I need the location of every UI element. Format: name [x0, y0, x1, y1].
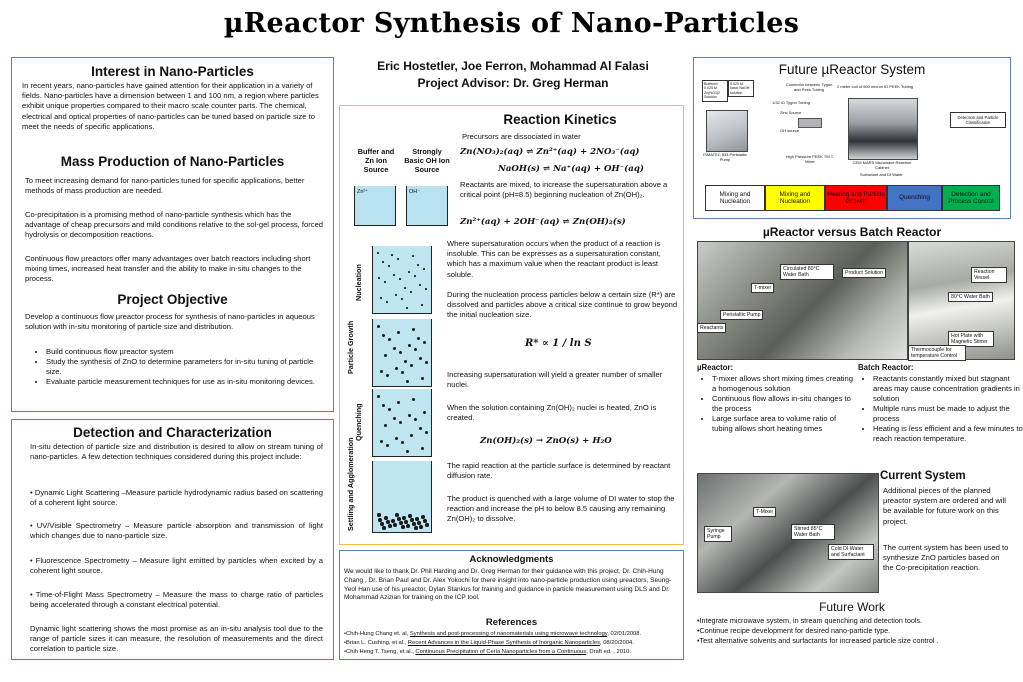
ref1-date: , 02/01/2008. [607, 631, 642, 637]
settling-label: Settling and Agglomeration [346, 437, 355, 531]
particle-dot [397, 517, 401, 521]
particle-dot [402, 516, 406, 520]
particle-dot [412, 255, 414, 257]
particle-dot [414, 418, 417, 421]
particle-dot [391, 254, 393, 256]
particle-dot [384, 516, 388, 520]
tag-current-t-mixer: T-Mixer [753, 507, 776, 517]
growth-label: Particle Growth [346, 320, 355, 374]
peristaltic-pump-image [706, 110, 748, 152]
particle-dot [377, 252, 379, 254]
tag-syringe-pump: Syringe Pump [704, 526, 732, 542]
particle-dot [417, 521, 421, 525]
stage-label: Heating and Particle Growth [827, 190, 885, 205]
stage-detection-control [942, 185, 1000, 211]
particle-dot [404, 287, 406, 289]
particle-dot [386, 374, 389, 377]
equation-4: R* ∝ 1 / ln S [525, 338, 592, 349]
particle-dot [410, 518, 414, 522]
system-schematic [700, 80, 1006, 178]
particle-dot [401, 298, 403, 300]
growth-beaker [372, 319, 432, 387]
detection-box: Detection and Particle Classification [950, 112, 1006, 128]
particle-dot [410, 291, 412, 293]
particle-dot [425, 523, 429, 527]
particle-dot [423, 341, 426, 344]
zinc-source-label: Zinc Source [780, 110, 802, 115]
particle-dot [380, 370, 383, 373]
detection-uv: • UV/Visible Spectrometry – Measure particle absorption and transmission of light which changes due to nano-particle size. [30, 521, 323, 541]
precipitation-diagram [340, 106, 450, 546]
particle-dot [401, 525, 405, 529]
particle-dot [388, 524, 392, 528]
objective-heading: Project Objective [117, 292, 228, 307]
particle-dot [382, 334, 385, 337]
tag-t-mixer: T-mixer [751, 283, 774, 293]
ref1-title[interactable]: Synthesis and post-processing of nanomaterials using microwave technology [409, 631, 608, 637]
stage-label: Quenching [899, 194, 930, 202]
particle-dot [410, 364, 413, 367]
particle-dot [380, 297, 382, 299]
surfactant-label: Surfactant and DI Water [860, 172, 903, 177]
particle-dot [421, 377, 424, 380]
micro-heading: µReactor: [697, 363, 734, 372]
objective-item: • Evaluate particle measurement techniques for use as in-situ monitoring devices. [46, 377, 326, 387]
current-heading: Current System [880, 470, 966, 482]
particle-dot [399, 521, 403, 525]
future-work-item: •Continue recipe development for desired nano-particle type. [697, 626, 891, 635]
reference-1 [344, 630, 680, 638]
interest-body: In recent years, nano-particles have gained attention for their application in a variety of fields. Nano-particles have a dimension between 1 and 100 nm, a region where particles exhibit unique properties compared to their macro scale counter parts. The chemical, electrical and optical properties of nano-particles can be tuned based on particle size to meet the needs of specific applications. [22, 81, 319, 131]
particle-dot [421, 515, 425, 519]
batch-bullet: • Multiple runs must be made to adjust the process [873, 404, 1023, 424]
versus-heading: µReactor versus Batch Reactor [762, 225, 942, 239]
kinetics-increasing: Increasing supersaturation will yield a greater number of smaller nuclei. [447, 370, 663, 390]
ref2-authors: •Brian L. Cushing, et al., [344, 640, 408, 646]
particle-dot [425, 288, 427, 290]
particle-dot [397, 331, 400, 334]
future-system-panel [693, 57, 1011, 219]
microwave-cabinet-image [848, 98, 918, 160]
particle-dot [393, 274, 395, 276]
detection-fluor: • Fluorescence Spectrometry – Measure light emitted by particles when excited by a coherent light source. [30, 556, 323, 576]
particle-dot [384, 281, 386, 283]
mass-p1: To meet increasing demand for nano-particles tuned for specific applications, better methods of mass production are needed. [25, 176, 305, 196]
ismatec-label: ISMATEC 833 Peristaltic Pump [703, 152, 747, 162]
particle-dot [395, 513, 399, 517]
detection-heading: Detection and Characterization [73, 425, 272, 440]
tag-hot-plate: Hot Plate with Magnetic Stirrer [948, 331, 994, 347]
stage-mixing-nucleation-1 [705, 185, 765, 211]
equation-2: NaOH(s) ⇌ Na⁺(aq) + OH⁻(aq) [498, 164, 644, 174]
reference-2 [344, 639, 680, 647]
zn-ion: Zn²⁺ [357, 189, 369, 195]
future-system-heading: Future µReactor System [778, 62, 926, 77]
tmixer-label: High Pressure PEEK TM T-Mixer [785, 154, 835, 164]
particle-dot [408, 344, 411, 347]
particle-dot [421, 447, 424, 450]
detection-conclusion: Dynamic light scattering shows the most promise as an in-situ analysis tool due to the range of particle sizes it can measure, the resolution of measurements and the direct correlation to particle size. [30, 624, 323, 654]
kinetics-heated: When the solution containing Zn(OH)₂ nuclei is heated, ZnO is created. [447, 403, 657, 423]
tygon-label: 1/32 ID Tygon Tubing [772, 100, 810, 105]
particle-dot [406, 307, 408, 309]
kinetics-panel [339, 105, 684, 545]
reference-3 [344, 648, 680, 656]
particle-dot [404, 520, 408, 524]
particle-dot [397, 401, 400, 404]
particle-dot [410, 434, 413, 437]
particle-dot [382, 526, 386, 530]
particle-dot [408, 271, 410, 273]
particle-dot [399, 421, 402, 424]
kinetics-mixed: Reactants are mixed, to increase the supersaturation above a critical point (pH=8.5) beginning nucleation of Zn(OH)₂. [460, 180, 668, 200]
particle-dot [399, 278, 401, 280]
batch-bullet: • Heating is less efficient and a few minutes to reach reaction temperature. [873, 424, 1023, 444]
particle-dot [378, 518, 382, 522]
particle-dot [391, 519, 395, 523]
objective-item: • Study the synthesis of ZnO to determine parameters for in-situ tuning of particle size. [46, 357, 326, 377]
particle-dot [423, 411, 426, 414]
particle-dot [377, 395, 380, 398]
kinetics-dissociated: Precursors are dissociated in water [462, 132, 581, 141]
tag-circulated-bath: Circulated 80°C Water Bath [780, 264, 834, 280]
objective-list [34, 347, 326, 387]
nucleation-label: Nucleation [354, 264, 363, 301]
particle-dot [417, 264, 419, 266]
tag-thermocouple: Thermocouple for temperature Control [908, 345, 966, 361]
tag-reactants: Reactants [697, 323, 726, 333]
equation-1: Zn(NO₃)₂(aq) ⇌ Zn²⁺(aq) + 2NO₃⁻(aq) [460, 147, 640, 157]
left-intro-panel [11, 57, 334, 412]
kinetics-supersaturation: Where supersaturation occurs when the product of a reaction is insoluble. This can be expresses as a supersaturation constant, which has a maximum value when the reactant product is least soluble. [447, 239, 661, 279]
settling-beaker [372, 461, 432, 533]
connector-label: Connector between Tygon and Peek Tubing [785, 82, 833, 92]
quenching-beaker [372, 389, 432, 457]
particle-dot [417, 337, 420, 340]
kinetics-quenched: The product is quenched with a large volume of DI water to stop the reaction and increase the pH to below 8.5 causing any remaining Zn(OH)₂ to dissolve. [447, 494, 675, 524]
particle-dot [386, 301, 388, 303]
poster-title: µReactor Synthesis of Nano-Particles [223, 8, 800, 39]
particle-dot [388, 265, 390, 267]
particle-dot [380, 440, 383, 443]
cem-label: CEM MARS Microwave Reaction Cabinet [852, 160, 912, 170]
particle-dot [419, 284, 421, 286]
mass-heading: Mass Production of Nano-Particles [60, 154, 285, 169]
current-p1: Additional pieces of the planned µreactor system are ordered and will be available for future work on this project. [883, 486, 1006, 526]
particle-dot [423, 519, 427, 523]
oh-beaker [406, 186, 448, 226]
particle-dot [406, 380, 409, 383]
particle-dot [425, 431, 428, 434]
future-work-item: •Integrate microwave system, in stream quenching and detection tools. [697, 616, 923, 625]
naoh-solution-label: 0.025 M basic NaOH solution [728, 80, 754, 97]
micro-bullet: • T-mixer allows short mixing times creating a homogenous solution [712, 374, 857, 394]
particle-dot [419, 357, 422, 360]
particle-dot [377, 325, 380, 328]
micro-reactor-photo [697, 241, 908, 360]
detection-dls: • Dynamic Light Scattering –Measure particle hydrodynamic radius based on scattering of a coherent light source. [30, 488, 323, 508]
particle-dot [393, 347, 396, 350]
tag-cold-water: Cold DI Water and Surfactant [828, 544, 874, 560]
tag-water-bath: 80°C Water Bath [948, 292, 993, 302]
particle-dot [406, 524, 410, 528]
particle-dot [404, 360, 407, 363]
particle-dot [425, 361, 428, 364]
zn-beaker [354, 186, 396, 226]
particle-dot [384, 354, 387, 357]
advisor: Project Advisor: Dr. Greg Herman [417, 76, 609, 90]
authors: Eric Hostetler, Joe Ferron, Mohammad Al Falasi [377, 59, 649, 73]
tag-product-solution: Product Solution [842, 268, 886, 278]
particle-dot [397, 258, 399, 260]
equation-3: Zn²⁺(aq) + 2OH⁻(aq) ⇌ Zn(OH)₂(s) [460, 217, 626, 227]
particle-dot [377, 513, 381, 517]
coil-label: 2 meter coil of 500 micron ID PEEK Tubing [837, 84, 914, 89]
stage-mixing-nucleation-2 [765, 185, 825, 211]
ref3-date: , Draft ed. , 2010. [586, 649, 631, 655]
kinetics-rapid: The rapid reaction at the particle surface is determined by reactant diffusion rate. [447, 461, 671, 481]
particle-dot [399, 351, 402, 354]
particle-dot [395, 294, 397, 296]
particle-dot [412, 398, 415, 401]
tag-peristaltic-pump: Peristaltic Pump [720, 310, 763, 320]
particle-dot [408, 514, 412, 518]
tag-reaction-vessel: Reaction Vessel [971, 267, 1007, 283]
quenching-label: Quenching [354, 403, 363, 441]
particle-dot [386, 520, 390, 524]
micro-bullet: • Large surface area to volume ratio of tubing allows short heating times [712, 414, 857, 434]
particle-dot [415, 517, 419, 521]
particle-dot [408, 414, 411, 417]
ref2-date: , 08/20/2004. [599, 640, 634, 646]
batch-heading: Batch Reactor: [858, 363, 914, 372]
future-work-item: •Test alternative solvents and surfactants for increased particle size control . [697, 636, 939, 645]
stage-heating-growth [825, 185, 887, 211]
tag-stirred-bath: Stirred 85°C Water Bath [791, 524, 835, 540]
particle-dot [419, 525, 423, 529]
particle-dot [393, 523, 397, 527]
detection-intro: In-situ detection of particle size and distribution is desired to allow on stream tuning of nano-particles. A few detection techniques considered during this project include: [30, 442, 323, 462]
particle-dot [382, 261, 384, 263]
particle-dot [423, 268, 425, 270]
particle-dot [421, 304, 423, 306]
current-p2: The current system has been used to synthesize ZnO particles based on the Co-precipitation reaction. [883, 543, 1009, 573]
particle-dot [401, 441, 404, 444]
particle-dot [386, 444, 389, 447]
stage-label: Mixing and Nucleation [719, 190, 751, 205]
particle-dot [401, 371, 404, 374]
particle-dot [414, 275, 416, 277]
kinetics-heading: Reaction Kinetics [503, 112, 617, 127]
stage-label: Detection and Process Control [948, 190, 994, 205]
particle-dot [380, 522, 384, 526]
nucleation-beaker [372, 246, 432, 314]
buffered-solution-label: Buffered 0.025 M Zn(NO3)2 Solution [702, 80, 728, 102]
particle-dot [393, 417, 396, 420]
ref3-authors: •Chih Heng T. Tseng, et al., [344, 649, 416, 655]
particle-dot [419, 427, 422, 430]
particle-dot [395, 367, 398, 370]
oh-source-label: OH source [780, 128, 800, 133]
buffer-label: Buffer and Zn Ion Source [357, 147, 395, 174]
mass-p2: Co-precipitation is a promising method of nano-particle synthesis which has the advantage of cheap precursors and mild conditions relative to the sol-gel process, forced hydrolysis or decomposition reactions. [25, 210, 324, 240]
t-mixer-image [798, 118, 822, 128]
kinetics-nucleation: During the nucleation process particles below a certain size (R*) are dissolved and particles above a critical size continue to grow beyond the initial nucleation size. [447, 290, 678, 320]
batch-bullet: • Reactants constantly mixed but stagnant areas may cause concentration gradients in solution [873, 374, 1023, 404]
micro-bullet: • Continuous flow allows in-situ changes to the process [712, 394, 857, 414]
particle-dot [388, 338, 391, 341]
ref2-title[interactable]: Recent Advances in the Liquid-Phase Synthesis of Inorganic Nanoparticles [407, 640, 600, 646]
stage-quenching [887, 185, 942, 211]
particle-dot [384, 424, 387, 427]
oh-ion: OH⁻ [409, 189, 421, 195]
particle-dot [382, 404, 385, 407]
particle-dot [378, 277, 380, 279]
future-work-list [697, 616, 1015, 646]
particle-dot [414, 526, 418, 530]
detection-tof: • Time-of-Flight Mass Spectrometry – Measure the mass to charge ratio of particles being accelerated through a constant electrical potential. [30, 590, 323, 610]
particle-dot [395, 437, 398, 440]
basic-label: Strongly Basic OH Ion Source [404, 147, 450, 174]
ref1-authors: •Chih-Hung Chang et. al, [344, 631, 410, 637]
batch-bullets [861, 374, 1023, 444]
acknowledgments-panel [339, 550, 684, 660]
particle-dot [406, 450, 409, 453]
interest-heading: Interest in Nano-Particles [91, 64, 254, 79]
particle-dot [412, 328, 415, 331]
ref3-title[interactable]: Continuous Precipitation of Ceria Nanoparticles from a Continuous [415, 649, 587, 655]
references-heading: References [485, 617, 538, 628]
micro-bullets [700, 374, 857, 434]
particle-dot [412, 522, 416, 526]
detection-panel [11, 419, 334, 660]
stage-label: Mixing and Nucleation [779, 190, 811, 205]
future-work-heading: Future Work [819, 600, 885, 614]
objective-item: • Build continuous flow µreactor system [46, 347, 326, 357]
particle-dot [414, 348, 417, 351]
mass-p3: Continuous flow µreactors offer many advantages over batch reactors including short mixing times, increased heat transfer and the ability to make in-situ changes to the process. [25, 254, 311, 284]
objective-body: Develop a continuous flow µreactor process for synthesis of nano-particles in aqueous solution with in-situ monitoring of particle size and distribution. [25, 312, 315, 332]
ack-body: We would like to thank Dr. Phil Harding and Dr. Greg Herman for their guidance with this project, Dr. Chih-Hung Chang , Dr. Brian Paul and Dr. Alex Yokochi for there insight into nano-particle production using µreactors, Seung-Yeol Han use of his µreactor, Dylan Stankus for training and guidance in particle measurement using DLS and Dr. Mohammad Azizian for training on the ICP tool. [344, 568, 672, 602]
particle-dot [388, 408, 391, 411]
ack-heading: Acknowledgments [469, 554, 554, 565]
equation-5: Zn(OH)₂(s) → ZnO(s) + H₂O [480, 436, 612, 446]
